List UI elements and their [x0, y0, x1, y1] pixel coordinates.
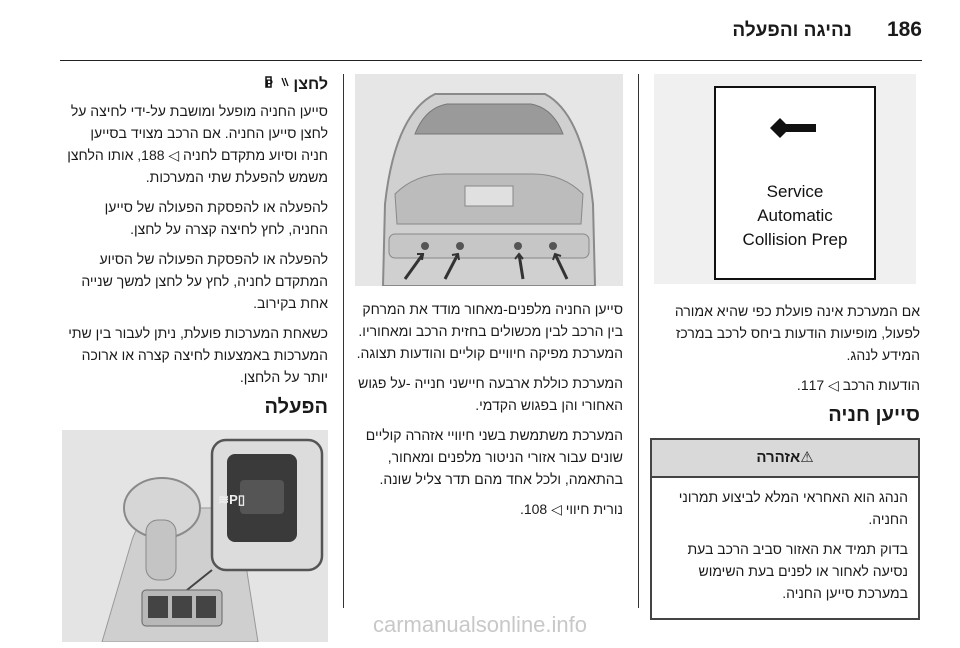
parking-paragraph-3: המערכת משתמשת בשני חיוויי אזהרה קוליים שונים עבור אזורי הניטור מלפנים ומאחור, בהתאמה, ולכל אחד מהם תדר צליל שונה. [365, 427, 623, 487]
malfunction-paragraph: אם המערכת אינה פועלת כפי שהיא אמורה לפעול, מופיעות הודעות ביחס לרכב במרכז המידע לנהג. [674, 303, 920, 363]
parking-assist-heading: סייען חניה [828, 404, 920, 426]
chapter-title: נהיגה והפעלה [732, 20, 852, 41]
column-right [62, 74, 328, 642]
wrench-icon [768, 114, 824, 148]
operation-heading: הפעלה [264, 396, 328, 419]
button-paragraph-1: סייען החניה מופעל ומושבת על-ידי לחיצה על לחצן סייען החניה. אם הרכב מצויד בסייען חניה וסיוע מתקדם לחניה ◁ 188, אותו הלחצן משמש להפעלת שתי המערכות. [67, 103, 328, 186]
button-subheading: לחצן P [62, 74, 328, 96]
page-number: 186 [886, 18, 922, 41]
service-message-text: Service Automatic Collision Prep [742, 182, 848, 249]
button-paragraph-2: להפעלה או להפסקת הפעולה של סייען החניה, לחץ לחיצה קצרה על לחצן. [104, 199, 328, 238]
button-paragraph-3: להפעלה או להפסקת הפעולה של הסיוע המתקדם לחניה, לחץ על לחצן למשך שנייה אחת בקירוב. [81, 251, 328, 312]
svg-text:P: P [265, 78, 273, 89]
warning-triangle-icon: ⚠ [800, 449, 814, 466]
warning-body [652, 478, 918, 618]
button-paragraph-4: כשאחת המערכות פועלת, ניתן לעבור בין שתי המערכות באמצעות לחיצה קצרה או ארוכה יותר על הלחצן. [68, 325, 328, 386]
warning-paragraph-1: הנהג הוא האחראי המלא לביצוע תמרוני החניה. [678, 489, 908, 527]
service-sign-figure [654, 74, 916, 284]
parking-paragraph-2: המערכת כוללת ארבעה חיישני חנייה -על פגוש האחורי והן בפגוש הקדמי. [358, 375, 623, 413]
watermark: carmanualsonline.info [372, 612, 588, 637]
warning-paragraph-2: בדוק תמיד את האזור סביב הרכב בעת נסיעה לאחור או לפנים בעת השימוש במערכת סייען החניה. [687, 541, 908, 601]
display-message-box [714, 86, 876, 280]
column-divider-2 [638, 74, 639, 608]
column-left [650, 74, 920, 620]
column-middle [355, 74, 623, 528]
vehicle-messages-reference: הודעות הרכב ◁ 117. [796, 377, 920, 393]
car-rear-sensors-figure [355, 74, 623, 286]
page-header [60, 18, 922, 48]
warning-box [650, 438, 920, 620]
parking-assist-icon [265, 74, 289, 96]
warning-header: ⚠אזהרה [652, 440, 918, 478]
svg-text:▯P≋: ▯P≋ [218, 492, 245, 508]
parking-paragraph-1: סייען החניה מלפנים-מאחור מודד את המרחק בין הרכב לבין מכשולים בחזית הרכב ומאחוריו. המערכת מפיקה חיוויים קוליים והודעות תצוגה. [356, 301, 623, 361]
column-divider-1 [343, 74, 344, 608]
header-divider [60, 60, 922, 61]
parking-paragraph-4: נורית חיווי ◁ 108. [519, 501, 623, 517]
gear-console-figure [62, 430, 328, 642]
